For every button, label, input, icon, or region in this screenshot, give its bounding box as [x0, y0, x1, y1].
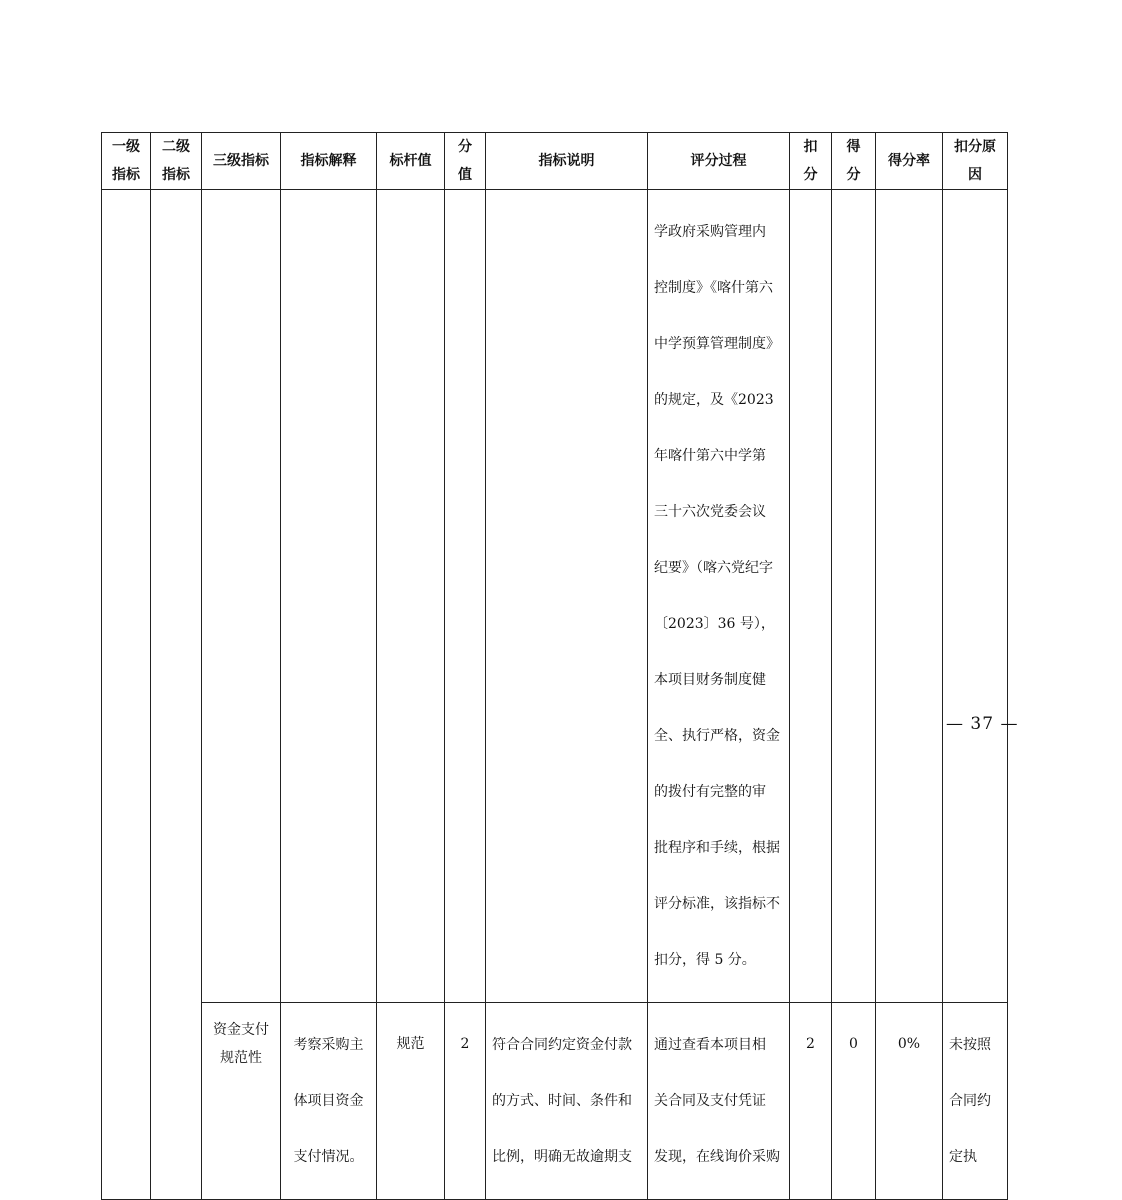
header-process: 评分过程: [648, 133, 790, 190]
cell-level3: 资金支付 规范性: [202, 1003, 281, 1200]
cell-deduct: [790, 190, 832, 1003]
cell-deduct: 2: [790, 1003, 832, 1200]
cell-reason: 未按照 合同约 定执: [943, 1003, 1008, 1200]
header-level1: 一级 指标: [102, 133, 151, 190]
cell-level3: [202, 190, 281, 1003]
evaluation-table: [101, 132, 1008, 1200]
cell-weight: [445, 190, 486, 1003]
table-row: [102, 190, 1008, 1003]
header-deduct: 扣 分: [790, 133, 832, 190]
header-row: [102, 133, 1008, 190]
cell-explanation: [281, 190, 377, 1003]
process-text: 学政府采购管理内 控制度》《喀什第六 中学预算管理制度》 的规定，及《2023 年喀什第六中学第 三十六次党委会议 纪要》（喀六党纪字 〔2023〕36 号）， 本项目财务制度健 全、执行严格，资金 的拨付有完整的审 批程序和手续，根据 评分标准，该指标不 扣分，得 5 分。: [654, 224, 780, 968]
cell-description: 符合合同约定资金付款 的方式、时间、条件和 比例，明确无故逾期支: [486, 1003, 648, 1200]
cell-process: 通过查看本项目相 关合同及支付凭证 发现，在线询价采购: [648, 1003, 790, 1200]
cell-rate: 0%: [876, 1003, 943, 1200]
header-explanation: 指标解释: [281, 133, 377, 190]
header-level2: 二级 指标: [151, 133, 202, 190]
header-level3: 三级指标: [202, 133, 281, 190]
header-description: 指标说明: [486, 133, 648, 190]
cell-description: [486, 190, 648, 1003]
cell-rate: [876, 190, 943, 1003]
table-row: [102, 1003, 1008, 1200]
header-benchmark: 标杆值: [377, 133, 445, 190]
cell-explanation: 考察采购主 体项目资金 支付情况。: [281, 1003, 377, 1200]
header-weight: 分 值: [445, 133, 486, 190]
cell-level2: [151, 190, 202, 1200]
header-score: 得 分: [832, 133, 876, 190]
cell-weight: 2: [445, 1003, 486, 1200]
header-rate: 得分率: [876, 133, 943, 190]
cell-level1: [102, 190, 151, 1200]
cell-benchmark: 规范: [377, 1003, 445, 1200]
cell-score: [832, 190, 876, 1003]
page-number: — 37 —: [946, 714, 1019, 734]
cell-process: [648, 190, 790, 1003]
header-reason: 扣分原 因: [943, 133, 1008, 190]
cell-score: 0: [832, 1003, 876, 1200]
cell-reason: [943, 190, 1008, 1003]
cell-benchmark: [377, 190, 445, 1003]
